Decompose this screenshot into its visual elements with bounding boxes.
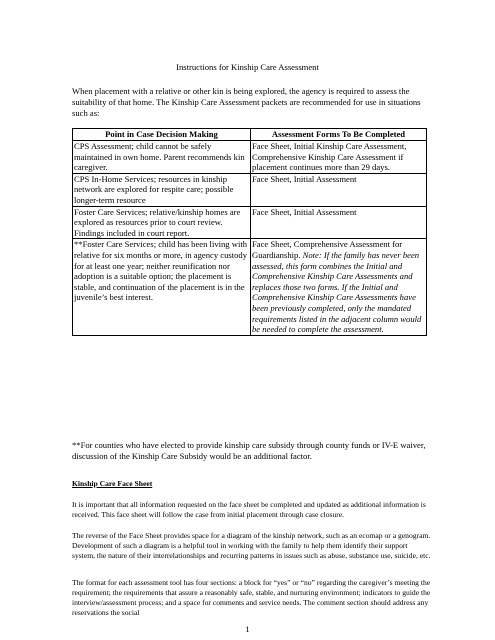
table-cell-forms: Face Sheet, Initial Assessment (251, 206, 427, 239)
footnote: **For counties who have elected to provide kinship care subsidy through county funds or IV-E waiver, discussion of the Kinship Care Subsidy would be an additional factor. (72, 440, 426, 461)
table-header-point: Point in Case Decision Making (73, 129, 251, 141)
forms-text: Face Sheet, Comprehensive Assessment for Guardianship. (252, 239, 403, 260)
body-paragraph: The format for each assessment tool has four sections: a block for “yes” or “no” regarding the caregiver’s meeting the requirement; the requirements that assure a reasonably safe, stable, and nurturing environment; indicators to guide the interview/assessment process; and a space for comments and service needs. The comment section should address any reservations the social (72, 578, 431, 617)
table-cell-forms: Face Sheet, Initial Assessment (251, 173, 427, 206)
case-decision-table (72, 128, 427, 336)
table-cell-forms: Face Sheet, Initial Kinship Care Assessment, Comprehensive Kinship Care Assessment if placement continues more than 29 days. (251, 141, 427, 174)
table-row (73, 173, 427, 206)
body-paragraph: It is important that all information requested on the face sheet be completed and updated as additional information is received. This face sheet will follow the case from initial placement through case closure. (72, 500, 426, 519)
table-header-forms: Assessment Forms To Be Completed (251, 129, 427, 141)
document-title: Instructions for Kinship Care Assessment (176, 62, 319, 72)
table-cell-point: CPS Assessment; child cannot be safely maintained in own home. Parent recommends kin caregiver. (73, 141, 251, 174)
table-cell-point: Foster Care Services; relative/kinship homes are explored as resources prior to court review. Findings included in court report. (73, 206, 251, 239)
section-heading: Kinship Care Face Sheet (72, 479, 153, 488)
intro-paragraph: When placement with a relative or other kin is being explored, the agency is required to assess the suitability of that home. The Kinship Care Assessment packets are recommended for use in situations such as: (72, 86, 421, 118)
table-row (73, 239, 427, 335)
table-cell-point: CPS In-Home Services; resources in kinship network are explored for respite care; possible longer-term resource (73, 173, 251, 206)
page-number: 1 (245, 624, 250, 634)
table-cell-forms (251, 239, 427, 335)
forms-note: Note: If the family has never been assessed, this form combines the Initial and Comprehensive Kinship Care Assessments and replaces those two forms. If the Initial and Comprehensive Kinship Care Assessments have been previously completed, only the mandated requirements listed in the adjacent column would be needed to complete the assessment. (252, 249, 422, 335)
table-row (73, 141, 427, 174)
body-paragraph: The reverse of the Face Sheet provides space for a diagram of the kinship network, such as an ecomap or a genogram. Development of such a diagram is a helpful tool in working with the family to help them identify their support system, the nature of their interrelationships and recurring patterns in issues such as abuse, substance use, suicide, etc. (72, 531, 431, 560)
table-row (73, 206, 427, 239)
table-cell-point: **Foster Care Services; child has been living with relative for six months or more, in agency custody for at least one year; neither reunification nor adoption is a suitable option; the placement is stable, and continuation of the placement is in the juvenile’s best interest. (73, 239, 251, 335)
table-header-row (73, 129, 427, 141)
